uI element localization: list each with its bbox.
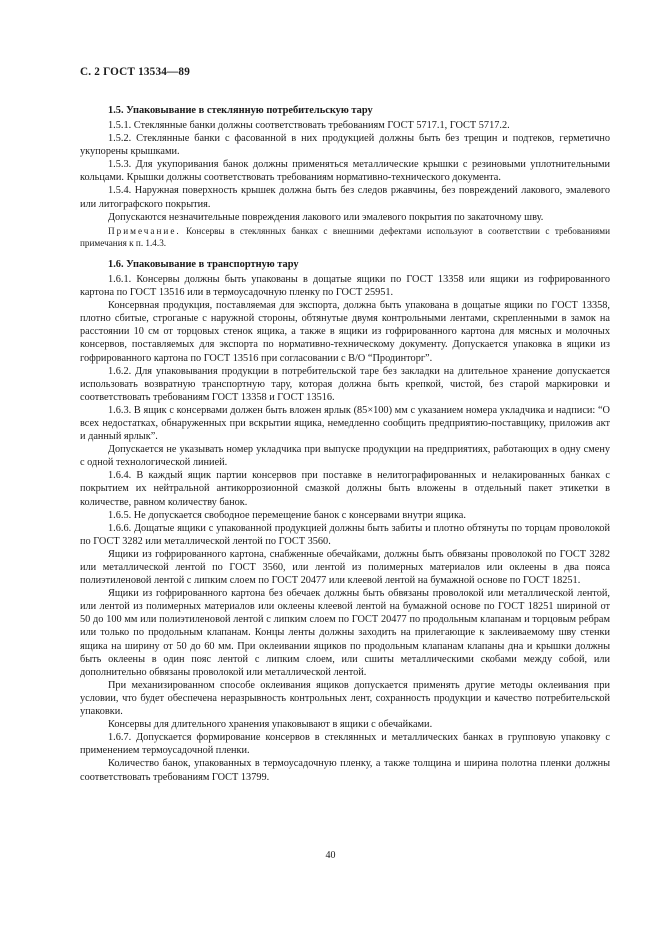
paragraph: 1.6.7. Допускается формирование консервов в стеклянных и металлических банках в групповую упаковку с применением термоусадочной пленки. <box>80 732 610 757</box>
paragraph: 1.6.6. Дощатые ящики с упакованной продукцией должны быть забиты и плотно обтянуты по торцам проволокой по ГОСТ 3282 или металлической лентой по ГОСТ 3560. <box>80 522 610 547</box>
note-label: Примечание. <box>108 225 181 236</box>
section-title-1-6: 1.6. Упаковывание в транспортную тару <box>108 258 299 270</box>
section-title-1-5: 1.5. Упаковывание в стеклянную потребительскую тару <box>108 105 373 116</box>
paragraph: 1.5.2. Стеклянные банки с фасованной в них продукцией должны быть без трещин и подтеков, герметично укупорены крышками. <box>80 133 610 158</box>
paragraph: 1.5.1. Стеклянные банки должны соответствовать требованиям ГОСТ 5717.1, ГОСТ 5717.2. <box>108 120 510 131</box>
paragraph: 1.6.3. В ящик с консервами должен быть вложен ярлык (85×100) мм с указанием номера укладчика и надписи: “О всех недостатках, обнаруженных при вскрытии ящика, немедленно сообщить предприятию-поставщику, приложив акт и данный ярлык”. <box>80 404 610 443</box>
paragraph: При механизированном способе оклеивания ящиков допускается применять другие методы оклеивания при условии, что будет обеспечена неразрывность контрольных лент, сохранность продукции и качество потребительской упаковки. <box>80 679 610 718</box>
page-number: 40 <box>325 850 336 861</box>
paragraph: Консервная продукция, поставляемая для экспорта, должна быть упакована в дощатые ящики по ГОСТ 13358, плотно сбитые, строганые с наружной стороны, обтянутые двумя контрольными лентами, скрепленными в замок на расстоянии 10 см от торцовых стенок ящика, а также в ящики из гофрированного картона для мясных и молочных консервов, поставляемых для экспорта по нормативно-техническому документу. Допускается упаковка в ящики из гофрированного картона по ГОСТ 13516 при согласовании с В/О “Продинторг”. <box>80 300 610 364</box>
paragraph: Допускаются незначительные повреждения лакового или эмалевого покрытия по закаточному шву. <box>108 211 544 223</box>
paragraph: Консервы для длительного хранения упаковывают в ящики с обечайками. <box>108 719 433 731</box>
paragraph: 1.5.3. Для укупоривания банок должны применяться металлические крышки с резиновыми уплотнительными кольцами. Крышки должны соответствовать требованиям нормативно-технического документа. <box>80 159 610 184</box>
paragraph: 1.6.4. В каждый ящик партии консервов при поставке в нелитографированных и нелакированных банках с покрытием их нейтральной антикоррозионной смазкой должны быть вложены в отдельный пакет этикетки в количестве, равном количеству банок. <box>80 470 610 508</box>
document-page <box>80 66 610 784</box>
paragraph: 1.6.2. Для упаковывания продукции в потребительской таре без закладки на длительное хранение допускается использовать возвратную транспортную тару, которая должна быть крепкой, чистой, без старой маркировки и соответствовать требованиям ГОСТ 13358 и ГОСТ 13516. <box>80 365 610 403</box>
note <box>80 225 610 250</box>
paragraph: Количество банок, упакованных в термоусадочную пленку, а также толщина и ширина полотна пленки должны соответствовать требованиям ГОСТ 13799. <box>80 758 610 783</box>
paragraph: Допускается не указывать номер укладчика при выпуске продукции на предприятиях, работающих в одну смену с одной технологической линией. <box>80 444 610 469</box>
paragraph: 1.6.1. Консервы должны быть упакованы в дощатые ящики по ГОСТ 13358 или ящики из гофрированного картона по ГОСТ 13516 или в термоусадочную пленку по ГОСТ 25951. <box>80 273 610 299</box>
paragraph: Ящики из гофрированного картона, снабженные обечайками, должны быть обвязаны проволокой по ГОСТ 3282 или металлической лентой по ГОСТ 3560, или лентой из полимерных материалов или оклеены в два пояса полиэтиленовой лентой с липким слоем по ГОСТ 20477 или клеевой лентой на бумажной основе по ГОСТ 18251. <box>80 548 610 587</box>
paragraph: Ящики из гофрированного картона без обечаек должны быть обвязаны проволокой или металлической лентой, или лентой из полимерных материалов или оклеены клеевой лентой на бумажной основе по ГОСТ 18251 шириной от 50 до 100 мм или полиэтиленовой лентой с липким слоем по ГОСТ 20477 по продольным клапанам и торцовым ребрам или только по продольным клапанам. Концы ленты должны заходить на прилегающие к заклеиваемому шву стенки ящика на ширину от 50 до 60 мм. При оклеивании ящиков по продольным клапанам клапаны дна и крышки должны быть оклеены в один пояс лентой с липким слоем, или сшиты металлическими скобами между собой, или дополнительно обвязаны проволокой или металлической лентой. <box>80 588 610 678</box>
note-text: Консервы в стеклянных банках с внешними дефектами используют в соответствии с требованиями примечания к п. 1.4.3. <box>80 225 610 249</box>
paragraph: 1.5.4. Наружная поверхность крышек должна быть без следов ржавчины, без повреждений лакового, эмалевого или литографского покрытия. <box>80 185 610 210</box>
page-header: С. 2 ГОСТ 13534—89 <box>80 66 191 78</box>
paragraph: 1.6.5. Не допускается свободное перемещение банок с консервами внутри ящика. <box>108 509 466 521</box>
